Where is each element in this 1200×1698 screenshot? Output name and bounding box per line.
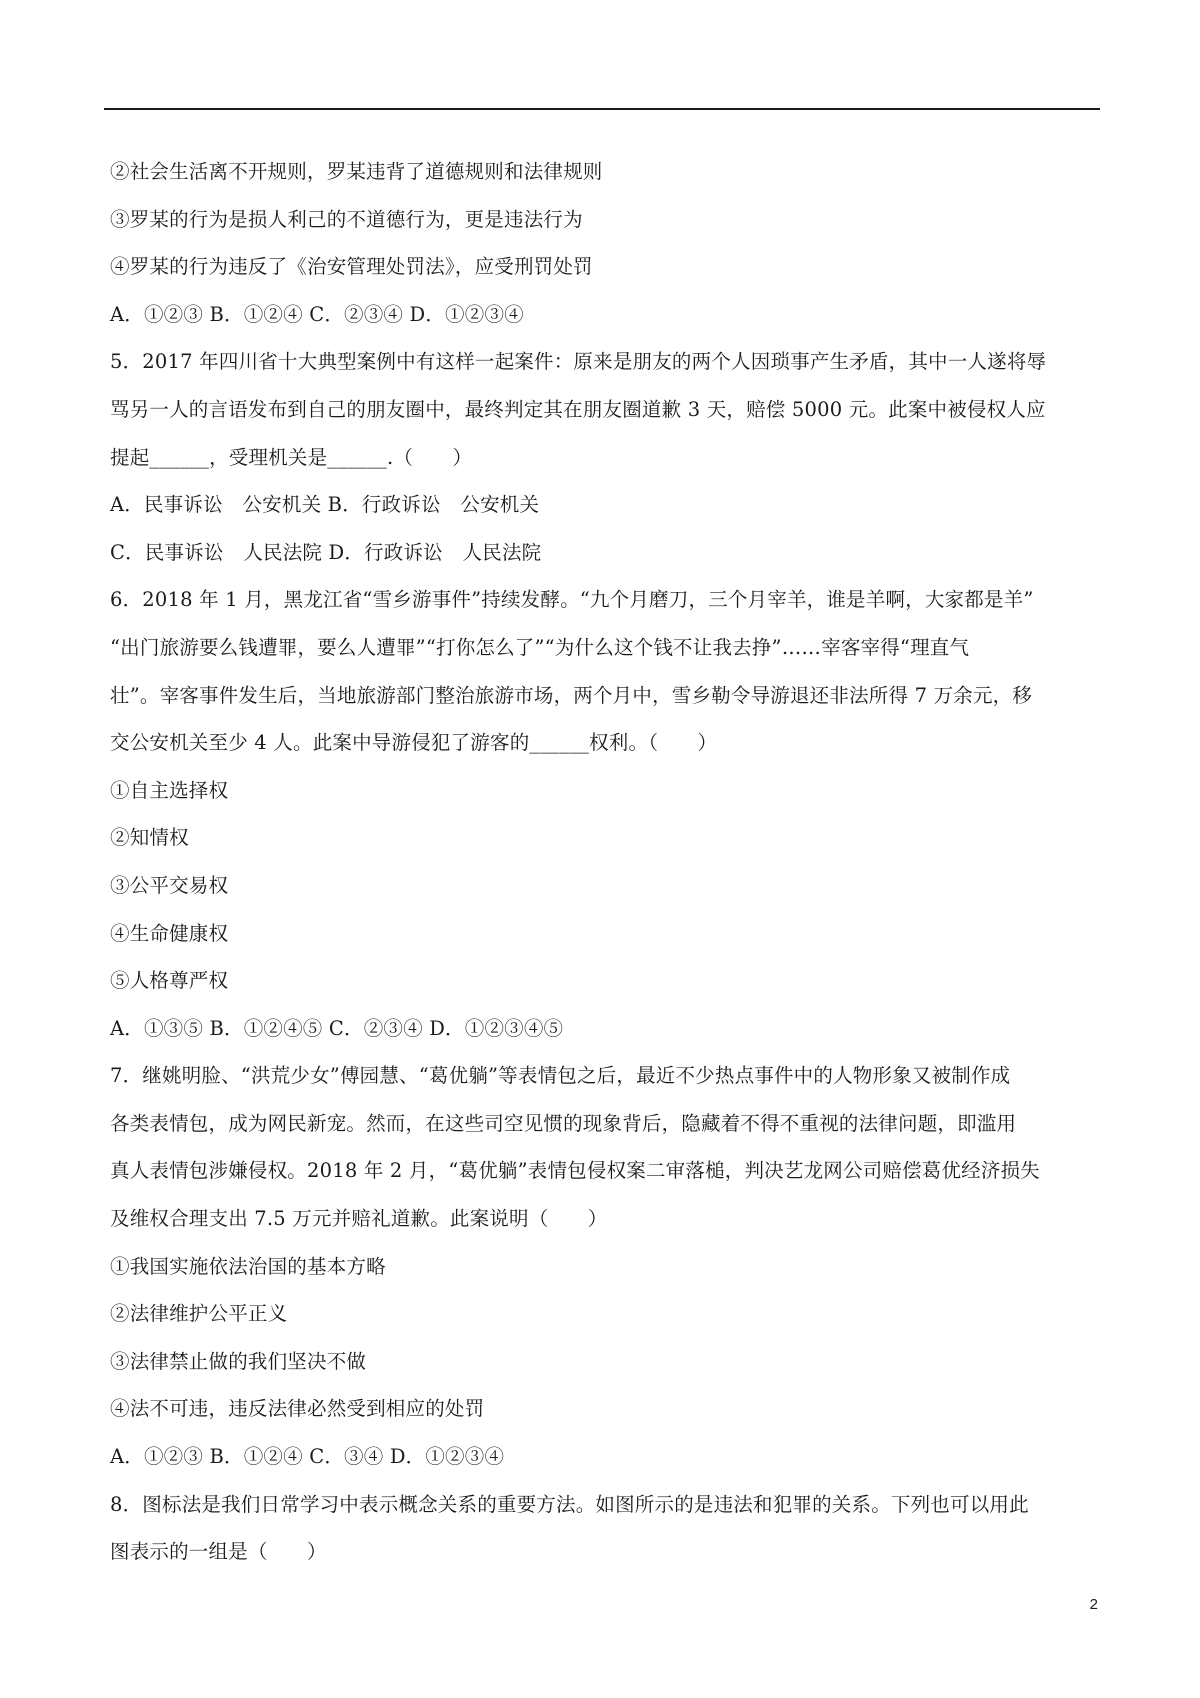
answer-options: A．①②③ B．①②④ C．③④ D．①②③④: [110, 1445, 505, 1469]
option-statement: ③法律禁止做的我们坚决不做: [110, 1349, 367, 1373]
text-line: ②社会生活离不开规则，罗某违背了道德规则和法律规则: [110, 160, 603, 183]
answer-options: A．①③⑤ B．①②④⑤ C．②③④ D．①②③④⑤: [110, 1016, 564, 1040]
question-7-text: 各类表情包，成为网民新宠。然而，在这些司空见惯的现象背后，隐藏着不得不重视的法律问题，即滥用: [110, 1111, 1017, 1135]
question-8-text: 图表示的一组是（ ）: [110, 1540, 327, 1564]
question-7-text: 及维权合理支出 7.5 万元并赔礼道歉。此案说明（ ）: [110, 1207, 608, 1231]
answer-options: C．民事诉讼 人民法院 D．行政诉讼 人民法院: [110, 540, 542, 564]
question-5-text: 5．2017 年四川省十大典型案例中有这样一起案件：原来是朋友的两个人因琐事产生矛盾，其中一人遂将辱: [110, 350, 1047, 374]
question-6-text: 壮”。宰客事件发生后，当地旅游部门整治旅游市场，两个月中，雪乡勒令导游退还非法所得 7 万余元，移: [110, 683, 1033, 707]
option-statement: ②法律维护公平正义: [110, 1302, 288, 1326]
header-rule: [104, 108, 1100, 110]
option-statement: ②知情权: [110, 826, 189, 850]
option-statement: ④生命健康权: [110, 921, 229, 945]
question-6-text: 6．2018 年 1 月，黑龙江省“雪乡游事件”持续发酵。“九个月磨刀，三个月宰羊，谁是羊啊，大家都是羊”: [110, 588, 1034, 612]
question-5-text: 提起______，受理机关是______.（ ）: [110, 445, 473, 469]
question-6-text: “出门旅游要么钱遭罪，要么人遭罪”“打你怎么了”“为什么这个钱不让我去挣”……宰客宰得“理直气: [110, 635, 970, 659]
question-5-text: 骂另一人的言语发布到自己的朋友圈中，最终判定其在朋友圈道歉 3 天，赔偿 5000 元。此案中被侵权人应: [110, 397, 1046, 421]
option-statement: ④法不可违，违反法律必然受到相应的处罚: [110, 1397, 485, 1421]
page-number: 2: [1089, 1596, 1098, 1613]
document-body: [110, 148, 1100, 1576]
answer-options: A．①②③ B．①②④ C．②③④ D．①②③④: [110, 302, 524, 326]
question-6-text: 交公安机关至少 4 人。此案中导游侵犯了游客的______权利。（ ）: [110, 731, 718, 755]
question-8-text: 8．图标法是我们日常学习中表示概念关系的重要方法。如图所示的是违法和犯罪的关系。下列也可以用此: [110, 1492, 1029, 1516]
question-7-text: 7．继姚明脸、“洪荒少女”傅园慧、“葛优躺”等表情包之后，最近不少热点事件中的人物形象又被制作成: [110, 1064, 1011, 1088]
text-line: ③罗某的行为是损人利己的不道德行为，更是违法行为: [110, 207, 583, 231]
option-statement: ①我国实施依法治国的基本方略: [110, 1254, 386, 1278]
option-statement: ③公平交易权: [110, 873, 229, 897]
answer-options: A．民事诉讼 公安机关 B．行政诉讼 公安机关: [110, 493, 540, 517]
option-statement: ①自主选择权: [110, 778, 229, 802]
option-statement: ⑤人格尊严权: [110, 969, 229, 993]
text-line: ④罗某的行为违反了《治安管理处罚法》，应受刑罚处罚: [110, 255, 593, 279]
question-7-text: 真人表情包涉嫌侵权。2018 年 2 月，“葛优躺”表情包侵权案二审落槌，判决艺龙网公司赔偿葛优经济损失: [110, 1159, 1040, 1183]
